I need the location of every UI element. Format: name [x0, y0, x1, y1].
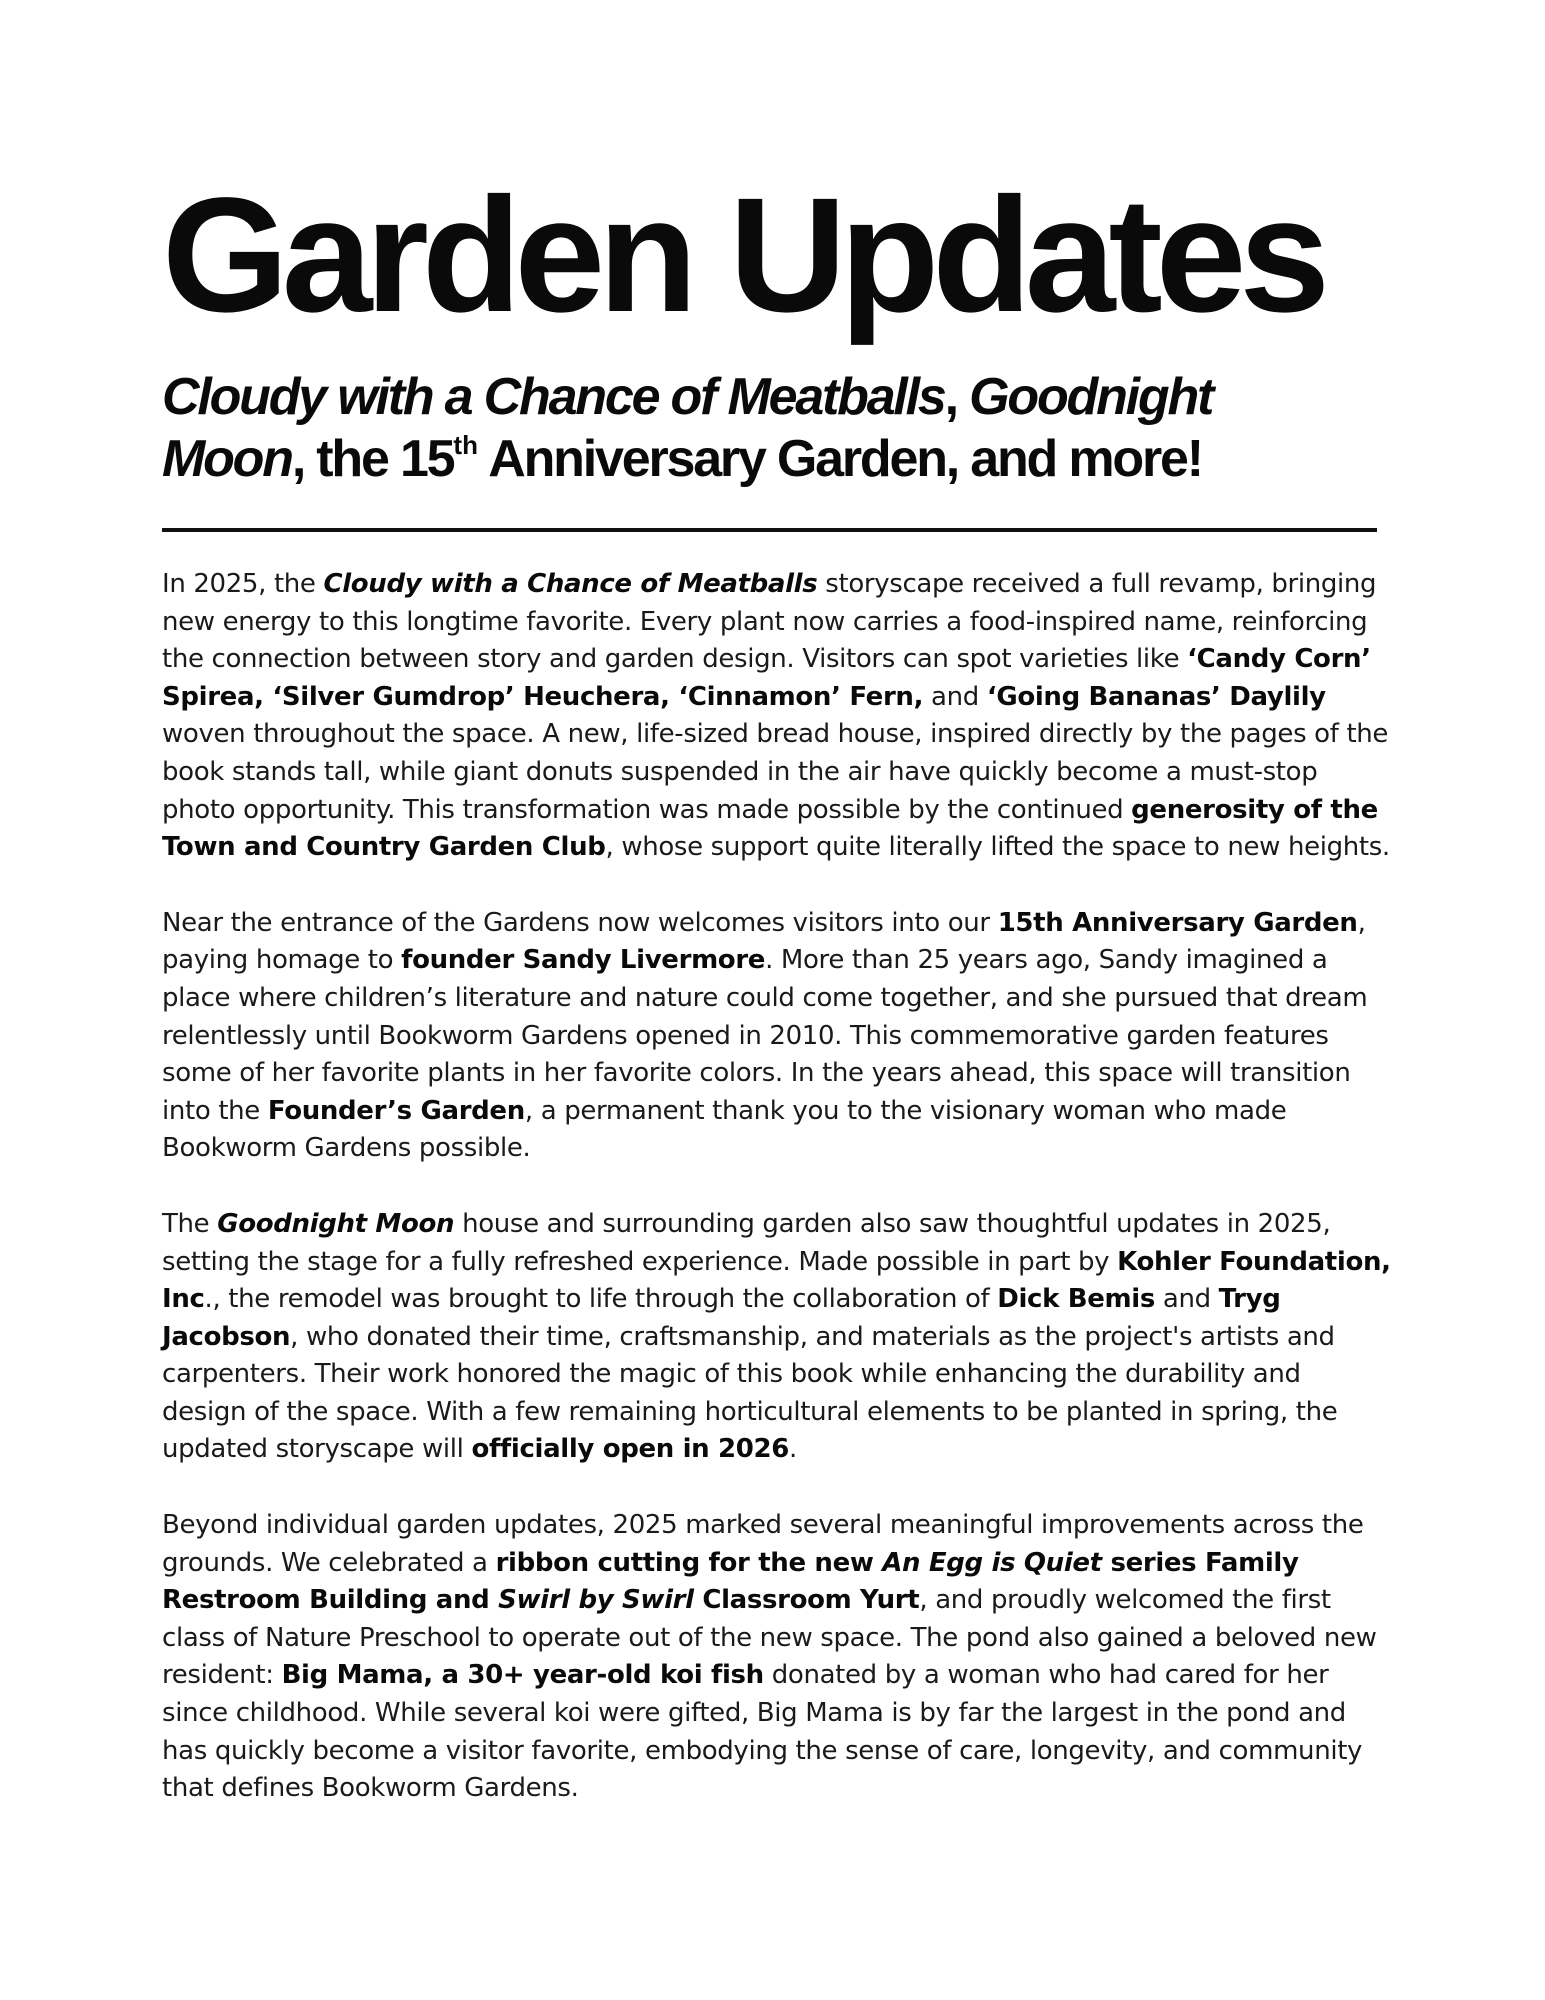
garden-name-emphasis: 15th Anniversary Garden	[997, 907, 1358, 938]
yurt-emphasis: Classroom Yurt	[693, 1585, 920, 1616]
text-run: , whose support quite literally lifted the space to new heights.	[605, 832, 1390, 863]
article-body	[162, 566, 1392, 1808]
text-run: , a permanent thank you to the visionary woman who made Bookworm Gardens possible.	[162, 1095, 1287, 1164]
book-title-emphasis: Swirl by Swirl	[498, 1585, 694, 1616]
garden-name-emphasis: Founder’s Garden	[267, 1095, 525, 1126]
text-run: The	[162, 1208, 218, 1239]
paragraph-goodnight-moon	[162, 1206, 1392, 1469]
page-subtitle	[162, 366, 1392, 490]
text-run: and	[923, 681, 987, 712]
text-run: woven throughout the space. A new, life-sized bread house, inspired directly by the pages of the book stands tall, while giant donuts suspended in the air have quickly become a must-stop photo opportunity. This transformation was made possible by the continued	[162, 719, 1389, 825]
subtitle-book-title-2a: Goodnight	[969, 368, 1213, 426]
subtitle-text: , the 15	[291, 430, 454, 488]
text-run: In 2025, the	[162, 569, 324, 599]
book-title-emphasis: An Egg is Quiet	[882, 1547, 1102, 1578]
text-run: house and surrounding garden also saw thoughtful updates in 2025, setting the stage for a fully refreshed experience. Made possible in part by	[162, 1208, 1331, 1277]
text-run: ., the remodel was brought to life through the collaboration of	[204, 1284, 998, 1315]
sponsor-emphasis: Kohler Foundation, Inc	[162, 1246, 1391, 1315]
subtitle-ordinal: th	[453, 430, 478, 460]
text-run: , and proudly welcomed the first class of Nature Preschool to operate out of the new space. The pond also gained a beloved new resident:	[162, 1585, 1377, 1691]
plant-names-emphasis: ‘Candy Corn’ Spirea, ‘Silver Gumdrop’ Heuchera, ‘Cinnamon’ Fern,	[162, 644, 1371, 712]
person-emphasis: Tryg Jacobson	[162, 1284, 1281, 1352]
book-title-emphasis: Goodnight Moon	[217, 1208, 455, 1239]
book-title-emphasis: Cloudy with a Chance of Meatballs	[323, 569, 818, 599]
text-run: donated by a woman who had cared for her since childhood. While several koi were gifted, Big Mama is by far the largest in the pond and has quickly become a visitor favorite, embodying the sense of care, longevity, and community that defines Bookworm Gardens.	[162, 1660, 1363, 1804]
text-run: , who donated their time, craftsmanship, and materials as the project's artists and carpenters. Their work honored the magic of this book while enhancing the durability and design of the space. With a few remaining horticultural elements to be planted in spring, the updated storyscape will	[162, 1321, 1338, 1465]
subtitle-book-title-2b: Moon	[162, 430, 292, 488]
page-title: Garden Updates	[162, 163, 1324, 346]
opening-emphasis: officially open in 2026	[471, 1434, 789, 1465]
paragraph-anniversary-garden	[162, 905, 1392, 1168]
founder-emphasis: founder Sandy Livermore	[401, 945, 766, 976]
building-emphasis: series Family Restroom Building and	[162, 1547, 1299, 1616]
sponsor-emphasis: generosity of the Town and Country Garden Club	[162, 794, 1378, 863]
plant-name-emphasis: ‘Going Bananas’ Daylily	[986, 681, 1326, 712]
subtitle-separator: ,	[944, 368, 970, 426]
subtitle-text-rest: Anniversary Garden, and more!	[477, 430, 1202, 488]
koi-emphasis: Big Mama, a 30+ year-old koi fish	[281, 1660, 764, 1691]
text-run: . More than 25 years ago, Sandy imagined a place where children’s literature and nature could come together, and she pursued that dream relentlessly until Bookworm Gardens opened in 2010. This commemorative garden features some of her favorite plants in her favorite colors. In the years ahead, this space will transition into the	[162, 945, 1368, 1126]
document-page	[162, 163, 1392, 1846]
text-run: storyscape received a full revamp, bringing new energy to this longtime favorite. Every plant now carries a food-inspired name, reinforcing the connection between story and garden design. Visitors can spot varieties like	[162, 569, 1377, 675]
paragraph-grounds-improvements	[162, 1507, 1392, 1808]
paragraph-meatballs	[162, 566, 1392, 867]
text-run: .	[789, 1434, 797, 1465]
person-emphasis: Dick Bemis	[997, 1284, 1155, 1315]
divider	[162, 528, 1377, 532]
text-run: Beyond individual garden updates, 2025 marked several meaningful improvements across the grounds. We celebrated a	[162, 1510, 1364, 1578]
subtitle-book-title-1: Cloudy with a Chance of Meatballs	[162, 368, 945, 426]
text-run: and	[1154, 1284, 1219, 1315]
text-run: , paying homage to	[162, 907, 1366, 976]
text-run: Near the entrance of the Gardens now welcomes visitors into our	[162, 907, 998, 938]
ribbon-cutting-emphasis: ribbon cutting for the new	[495, 1547, 883, 1578]
